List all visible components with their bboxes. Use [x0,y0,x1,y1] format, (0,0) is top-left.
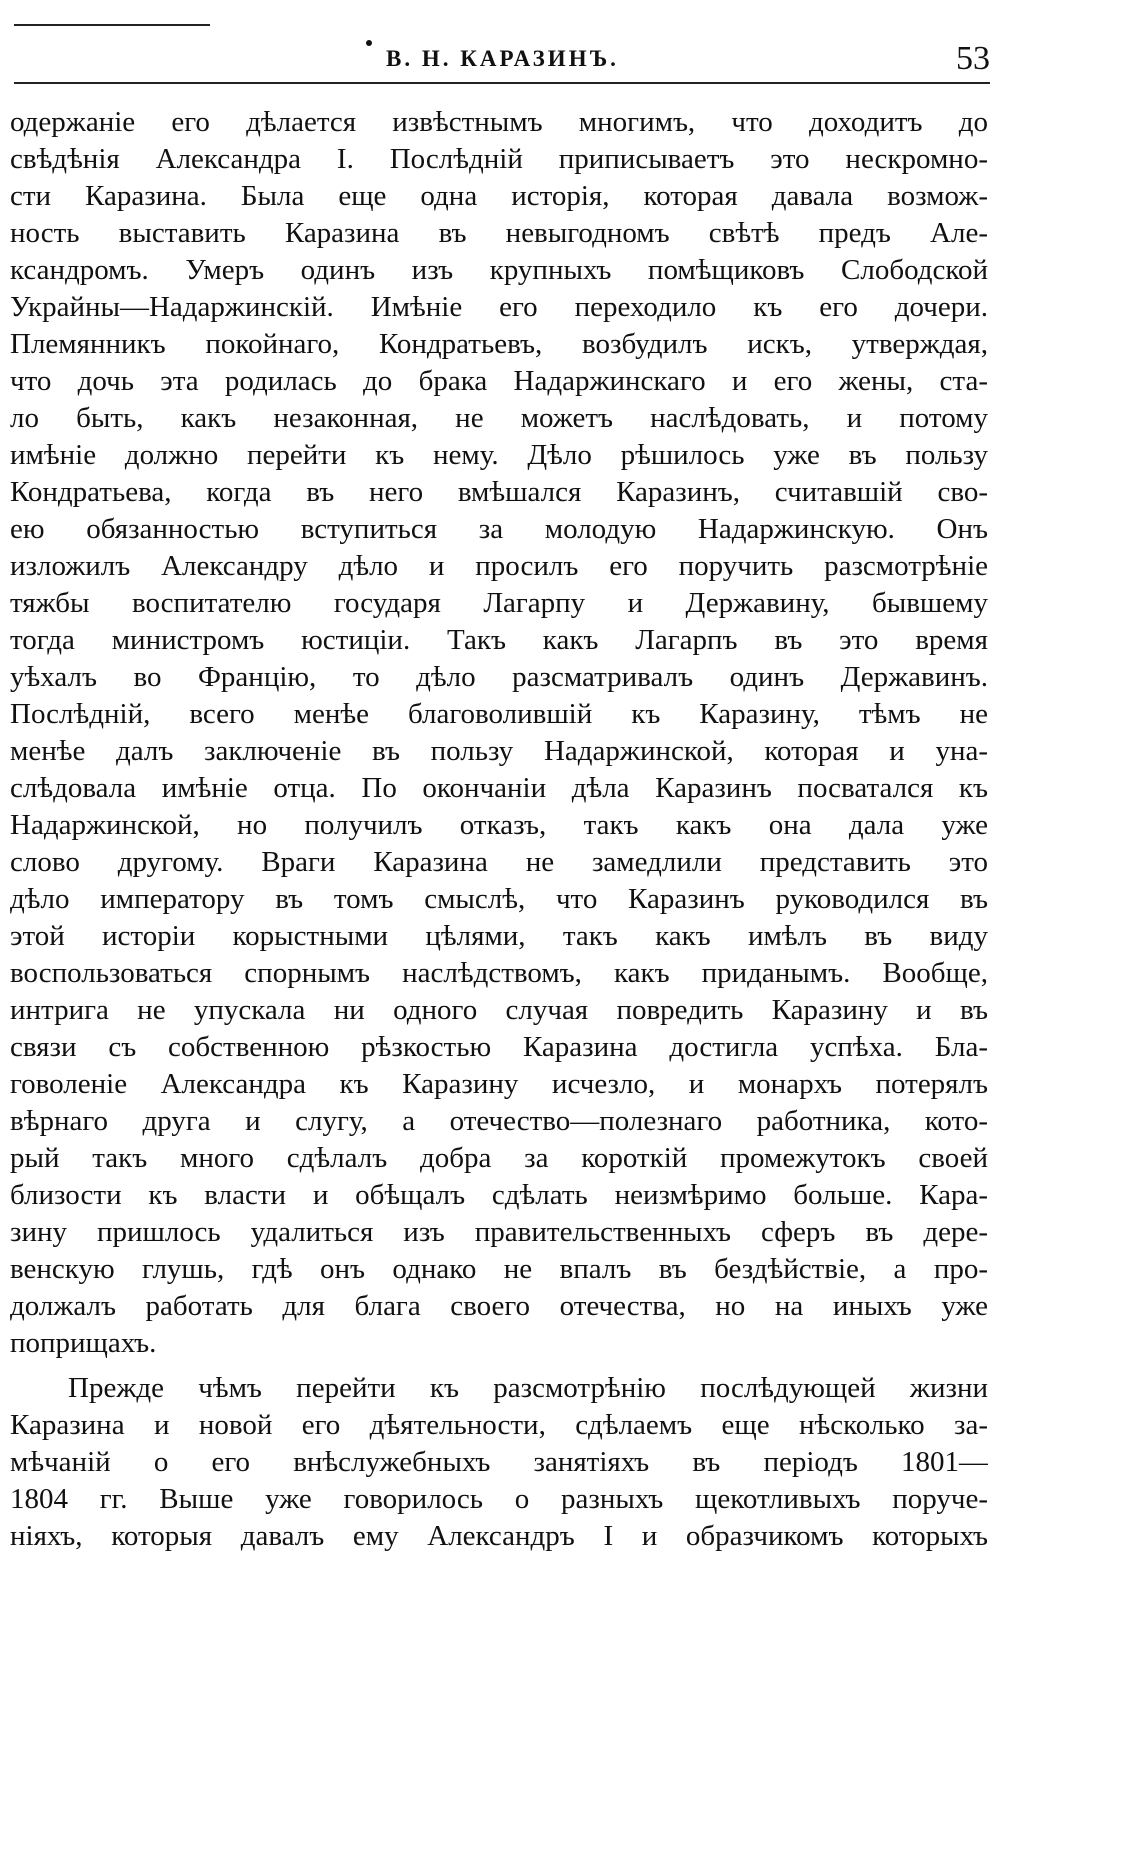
text-line: Прежде чѣмъ перейти къ разсмотрѣнію послѣдующей жизни [68,1372,988,1404]
text-line: Украйны—Надаржинскій. Имѣніе его переходило къ его дочери. [10,291,988,323]
text-line: вѣрнаго друга и слугу, а отечество—полезнаго работника, кото- [10,1105,988,1137]
text-line: ніяхъ, которыя давалъ ему Александръ I и образчикомъ которыхъ [10,1520,988,1552]
text-line: Племянникъ покойнаго, Кондратьевъ, возбудилъ искъ, утверждая, [10,328,988,360]
text-line: менѣе далъ заключеніе въ пользу Надаржинской, которая и уна- [10,735,988,767]
text-line: ею обязанностью вступиться за молодую Надаржинскую. Онъ [10,513,988,545]
text-line: ность выставить Каразина въ невыгодномъ свѣтѣ предъ Але- [10,217,988,249]
text-line: слово другому. Враги Каразина не замедлили представить это [10,846,988,878]
text-line: зину пришлось удалиться изъ правительственныхъ сферъ въ дере- [10,1216,988,1248]
body-text [10,104,988,1555]
header-rule [14,82,990,84]
text-line: тяжбы воспитателю государя Лагарпу и Державину, бывшему [10,587,988,619]
text-line: 1804 гг. Выше уже говорилось о разныхъ щекотливыхъ поруче- [10,1483,988,1515]
text-line: должалъ работать для блага своего отечества, но на иныхъ уже [10,1290,988,1322]
running-header [14,36,990,84]
text-line: уѣхалъ во Францію, то дѣло разсматривалъ одинъ Державинъ. [10,661,988,693]
text-line: слѣдовала имѣніе отца. По окончаніи дѣла Каразинъ посватался къ [10,772,988,804]
text-line: говоленіе Александра къ Каразину исчезло, и монархъ потерялъ [10,1068,988,1100]
text-line: ло быть, какъ незаконная, не можетъ наслѣдовать, и потому [10,402,988,434]
top-decorative-rule [14,24,210,26]
text-line: этой исторіи корыстными цѣлями, такъ какъ имѣлъ въ виду [10,920,988,952]
text-line: воспользоваться спорнымъ наслѣдствомъ, какъ приданымъ. Вообще, [10,957,988,989]
text-line: связи съ собственною рѣзкостью Каразина достигла успѣха. Бла- [10,1031,988,1063]
text-line: поприщахъ. [10,1327,157,1359]
text-line: дѣло императору въ томъ смыслѣ, что Каразинъ руководился въ [10,883,988,915]
text-line: тогда министромъ юстиціи. Такъ какъ Лагарпъ въ это время [10,624,988,656]
text-line: близости къ власти и обѣщалъ сдѣлать неизмѣримо больше. Кара- [10,1179,988,1211]
page-number: 53 [956,40,990,77]
text-line: венскую глушь, гдѣ онъ однако не впалъ въ бездѣйствіе, а про- [10,1253,988,1285]
paragraph-gap [10,1362,988,1370]
text-line: Каразина и новой его дѣятельности, сдѣлаемъ еще нѣсколько за- [10,1409,988,1441]
text-line: Надаржинской, но получилъ отказъ, такъ какъ она дала уже [10,809,988,841]
header-dot-mark [366,40,372,46]
paragraph-2 [10,1370,988,1555]
running-title: В. Н. КАРАЗИНЪ. [386,46,619,71]
text-line: одержаніе его дѣлается извѣстнымъ многимъ, что доходитъ до [10,106,988,138]
text-line: рый такъ много сдѣлалъ добра за короткій промежутокъ своей [10,1142,988,1174]
text-line: Кондратьева, когда въ него вмѣшался Каразинъ, считавшій сво- [10,476,988,508]
text-line: сти Каразина. Была еще одна исторія, которая давала возмож- [10,180,988,212]
text-line: ксандромъ. Умеръ одинъ изъ крупныхъ помѣщиковъ Слободской [10,254,988,286]
text-line: Послѣдній, всего менѣе благоволившій къ Каразину, тѣмъ не [10,698,988,730]
text-line: интрига не упускала ни одного случая повредить Каразину и въ [10,994,988,1026]
text-line: свѣдѣнія Александра I. Послѣдній приписываетъ это нескромно- [10,143,988,175]
paragraph-1 [10,104,988,1362]
text-line: имѣніе должно перейти къ нему. Дѣло рѣшилось уже въ пользу [10,439,988,471]
text-line: мѣчаній о его внѣслужебныхъ занятіяхъ въ періодъ 1801— [10,1446,988,1478]
text-line: что дочь эта родилась до брака Надаржинскаго и его жены, ста- [10,365,988,397]
text-line: изложилъ Александру дѣло и просилъ его поручить разсмотрѣніе [10,550,988,582]
